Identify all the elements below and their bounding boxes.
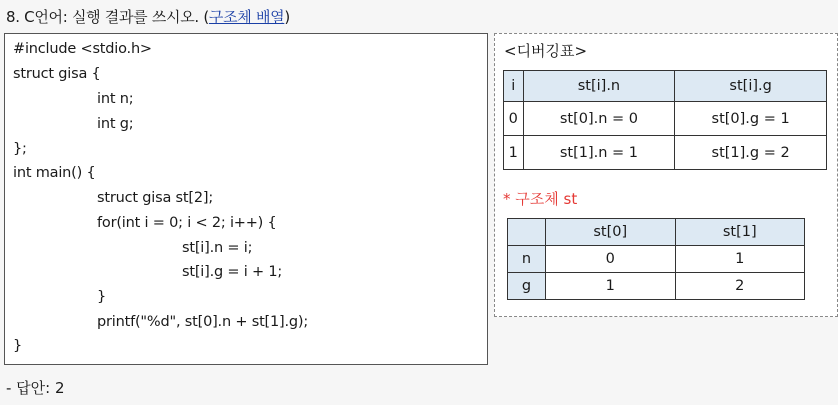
question-text: [6, 6, 290, 27]
debug-title: <디버깅표>: [504, 42, 588, 60]
struct-cell: 1: [546, 273, 675, 300]
struct-header: [508, 219, 546, 246]
debug-cell: 1: [504, 136, 524, 170]
code-line: int main() {: [13, 165, 96, 181]
code-line: }: [97, 289, 107, 305]
debug-panel: [494, 33, 838, 317]
code-line: for(int i = 0; i < 2; i++) {: [97, 215, 277, 231]
table-row: [504, 136, 827, 170]
code-line: st[i].g = i + 1;: [182, 264, 283, 280]
debug-header: i: [504, 71, 524, 102]
code-line: };: [13, 141, 27, 157]
code-line: struct gisa st[2];: [97, 190, 214, 206]
code-line: printf("%d", st[0].n + st[1].g);: [97, 314, 309, 330]
debug-cell: st[1].g = 2: [675, 136, 827, 170]
debug-header: st[i].g: [675, 71, 827, 102]
code-line: #include <stdio.h>: [13, 41, 152, 57]
debug-cell: 0: [504, 102, 524, 136]
struct-cell: 0: [546, 246, 675, 273]
code-line: struct gisa {: [13, 66, 101, 82]
struct-header: st[0]: [546, 219, 675, 246]
code-line: st[i].n = i;: [182, 240, 253, 256]
question-suffix: ): [284, 8, 290, 26]
struct-row-label: n: [508, 246, 546, 273]
debug-table: [503, 70, 827, 170]
table-row: [508, 273, 805, 300]
code-line: int g;: [97, 116, 134, 132]
debug-cell: st[1].n = 1: [523, 136, 675, 170]
topic-link[interactable]: 구조체 배열: [208, 8, 285, 26]
struct-title: * 구조체 st: [503, 190, 578, 208]
question-prefix: 8. C언어: 실행 결과를 쓰시오. (: [6, 8, 209, 26]
code-line: int n;: [97, 91, 134, 107]
struct-cell: 2: [675, 273, 805, 300]
struct-table: [507, 218, 805, 300]
table-row: [508, 246, 805, 273]
table-row: [504, 102, 827, 136]
debug-cell: st[0].n = 0: [523, 102, 675, 136]
struct-row-label: g: [508, 273, 546, 300]
answer-text: - 답안: 2: [6, 379, 65, 397]
struct-header: st[1]: [675, 219, 805, 246]
code-box: [4, 33, 488, 365]
code-line: }: [13, 338, 23, 354]
struct-cell: 1: [675, 246, 805, 273]
debug-header: st[i].n: [523, 71, 675, 102]
debug-cell: st[0].g = 1: [675, 102, 827, 136]
